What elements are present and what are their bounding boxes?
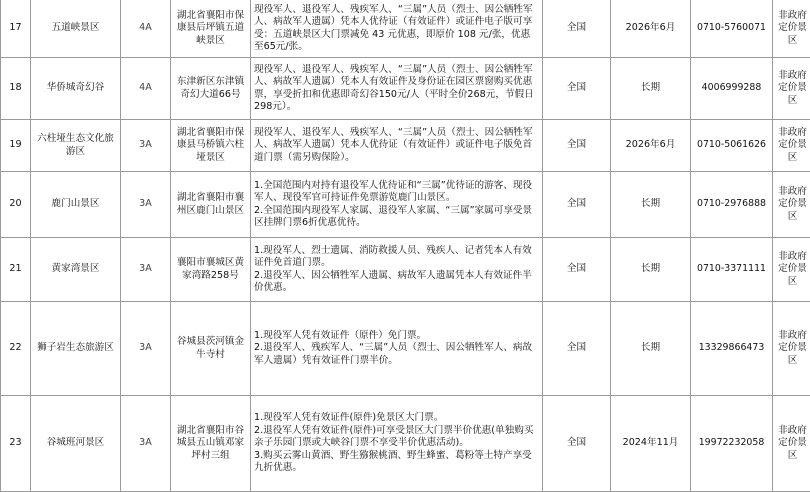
policy-line: 1.现役军人、烈士遗属、消防救援人员、残疾人、记者凭本人有效证件免首道门票。 — [254, 245, 539, 270]
row-number: 19 — [1, 120, 31, 172]
policy-line: 2.全国范围内现役军人家属、退役军人家属、“三属”家属可享受景区挂牌门票6折优惠优待。 — [254, 205, 539, 230]
table-row — [1, 238, 810, 302]
table-row — [1, 172, 810, 238]
scenic-name: 六柱垭生态文化旅游区 — [31, 120, 121, 172]
pricing-type: 非政府定价景区 — [773, 396, 810, 492]
scenic-address: 湖北省襄阳市谷城县五山镇邓家坪村三组 — [171, 396, 251, 492]
policy-text — [251, 172, 543, 238]
scope: 全国 — [543, 120, 611, 172]
row-number: 17 — [1, 0, 31, 58]
scenic-level: 3A — [121, 172, 171, 238]
scenic-name: 鹿门山景区 — [31, 172, 121, 238]
phone: 19972232058 — [691, 396, 773, 492]
scenic-name: 狮子岩生态旅游区 — [31, 302, 121, 396]
scope: 全国 — [543, 396, 611, 492]
period: 长期 — [611, 58, 691, 120]
phone: 0710-5061626 — [691, 120, 773, 172]
table-row — [1, 120, 810, 172]
phone: 13329866473 — [691, 302, 773, 396]
scenic-name: 谷城班河景区 — [31, 396, 121, 492]
period: 长期 — [611, 172, 691, 238]
scenic-address: 襄阳市襄城区黄家湾路258号 — [171, 238, 251, 302]
pricing-type: 非政府定价景区 — [773, 238, 810, 302]
policy-line: 1.现役军人凭有效证件(原件)免景区大门票。 — [254, 412, 539, 424]
table-row — [1, 396, 810, 492]
period: 2026年6月 — [611, 120, 691, 172]
policy-line: 1.现役军人凭有效证件（原件）免门票。 — [254, 330, 539, 342]
row-number: 20 — [1, 172, 31, 238]
phone: 0710-3371111 — [691, 238, 773, 302]
scope: 全国 — [543, 172, 611, 238]
scenic-name: 华侨城奇幻谷 — [31, 58, 121, 120]
phone: 4006999288 — [691, 58, 773, 120]
scenic-level: 3A — [121, 396, 171, 492]
period: 长期 — [611, 238, 691, 302]
policy-line: 2.退役军人、因公牺牲军人遗属、病故军人遗属凭本人有效证件半价优惠。 — [254, 270, 539, 295]
policy-text: 现役军人、退役军人、残疾军人、“三属”人员（烈士、因公牺牲军人、病故军人遗属）凭本人有效证件及身份证在园区票窗购买优惠票，享受折扣和优惠即奇幻谷150元/人（平时全价268元，节假日298元）。 — [251, 58, 543, 120]
scenic-name: 五道峡景区 — [31, 0, 121, 58]
pricing-type: 非政府定价景区 — [773, 0, 810, 58]
phone: 0710-5760071 — [691, 0, 773, 58]
policy-text — [251, 302, 543, 396]
scenic-level: 4A — [121, 58, 171, 120]
scope: 全国 — [543, 58, 611, 120]
table-row — [1, 302, 810, 396]
scope: 全国 — [543, 238, 611, 302]
policy-text: 现役军人、退役军人、残疾军人、“三属”人员（烈士、因公牺牲军人、病故军人遗属）凭本人优待证（有效证件）或证件电子版可享受：五道峡景区大门票减免 43 元优惠，即原价 108 元/张，优惠至65元/张。 — [251, 0, 543, 58]
policy-text — [251, 396, 543, 492]
scenic-address: 东津新区东津镇奇幻大道66号 — [171, 58, 251, 120]
phone: 0710-2976888 — [691, 172, 773, 238]
scenic-address: 湖北省襄阳市保康县马桥镇六柱垭景区 — [171, 120, 251, 172]
policy-line: 2.退役军人、残疾军人、“三属”人员（烈士、因公牺牲军人、病故军人遗属）凭有效证件门票半价。 — [254, 342, 539, 367]
scope: 全国 — [543, 302, 611, 396]
row-number: 22 — [1, 302, 31, 396]
period: 2024年11月 — [611, 396, 691, 492]
row-number: 23 — [1, 396, 31, 492]
policy-line: 3.购买云雾山黄酒、野生猕猴桃酒、野生蜂蜜、葛粉等土特产享受九折优惠。 — [254, 450, 539, 475]
pricing-type: 非政府定价景区 — [773, 172, 810, 238]
pricing-type: 非政府定价景区 — [773, 120, 810, 172]
scenic-address: 谷城县茨河镇金牛寺村 — [171, 302, 251, 396]
scenic-address: 湖北省襄阳市保康县后坪镇五道峡景区 — [171, 0, 251, 58]
scenic-level: 3A — [121, 302, 171, 396]
scenic-level: 4A — [121, 0, 171, 58]
policy-line: 1.全国范围内对持有退役军人优待证和“三属”优待证的游客、现役军人、现役军官可持证件免票游览鹿门山景区。 — [254, 180, 539, 205]
policy-text: 现役军人、退役军人、残疾军人、“三属”人员（烈士、因公牺牲军人、病故军人遗属）凭本人优待证（有效证件）或证件电子版免首道门票（需另购保险）。 — [251, 120, 543, 172]
policy-line: 2.退役军人凭有效证件(原件)可享受景区大门票半价优惠(单独购买亲子乐园门票或大峡谷门票不享受半价优惠活动)。 — [254, 425, 539, 450]
table-row — [1, 58, 810, 120]
table-row — [1, 0, 810, 58]
scope: 全国 — [543, 0, 611, 58]
scenic-level: 3A — [121, 238, 171, 302]
policy-text — [251, 238, 543, 302]
period: 2026年6月 — [611, 0, 691, 58]
pricing-type: 非政府定价景区 — [773, 302, 810, 396]
scenic-level: 3A — [121, 120, 171, 172]
pricing-type: 非政府定价景区 — [773, 58, 810, 120]
scenic-address: 湖北省襄阳市襄州区鹿门山景区 — [171, 172, 251, 238]
scenic-name: 黄家湾景区 — [31, 238, 121, 302]
period: 长期 — [611, 302, 691, 396]
row-number: 18 — [1, 58, 31, 120]
row-number: 21 — [1, 238, 31, 302]
